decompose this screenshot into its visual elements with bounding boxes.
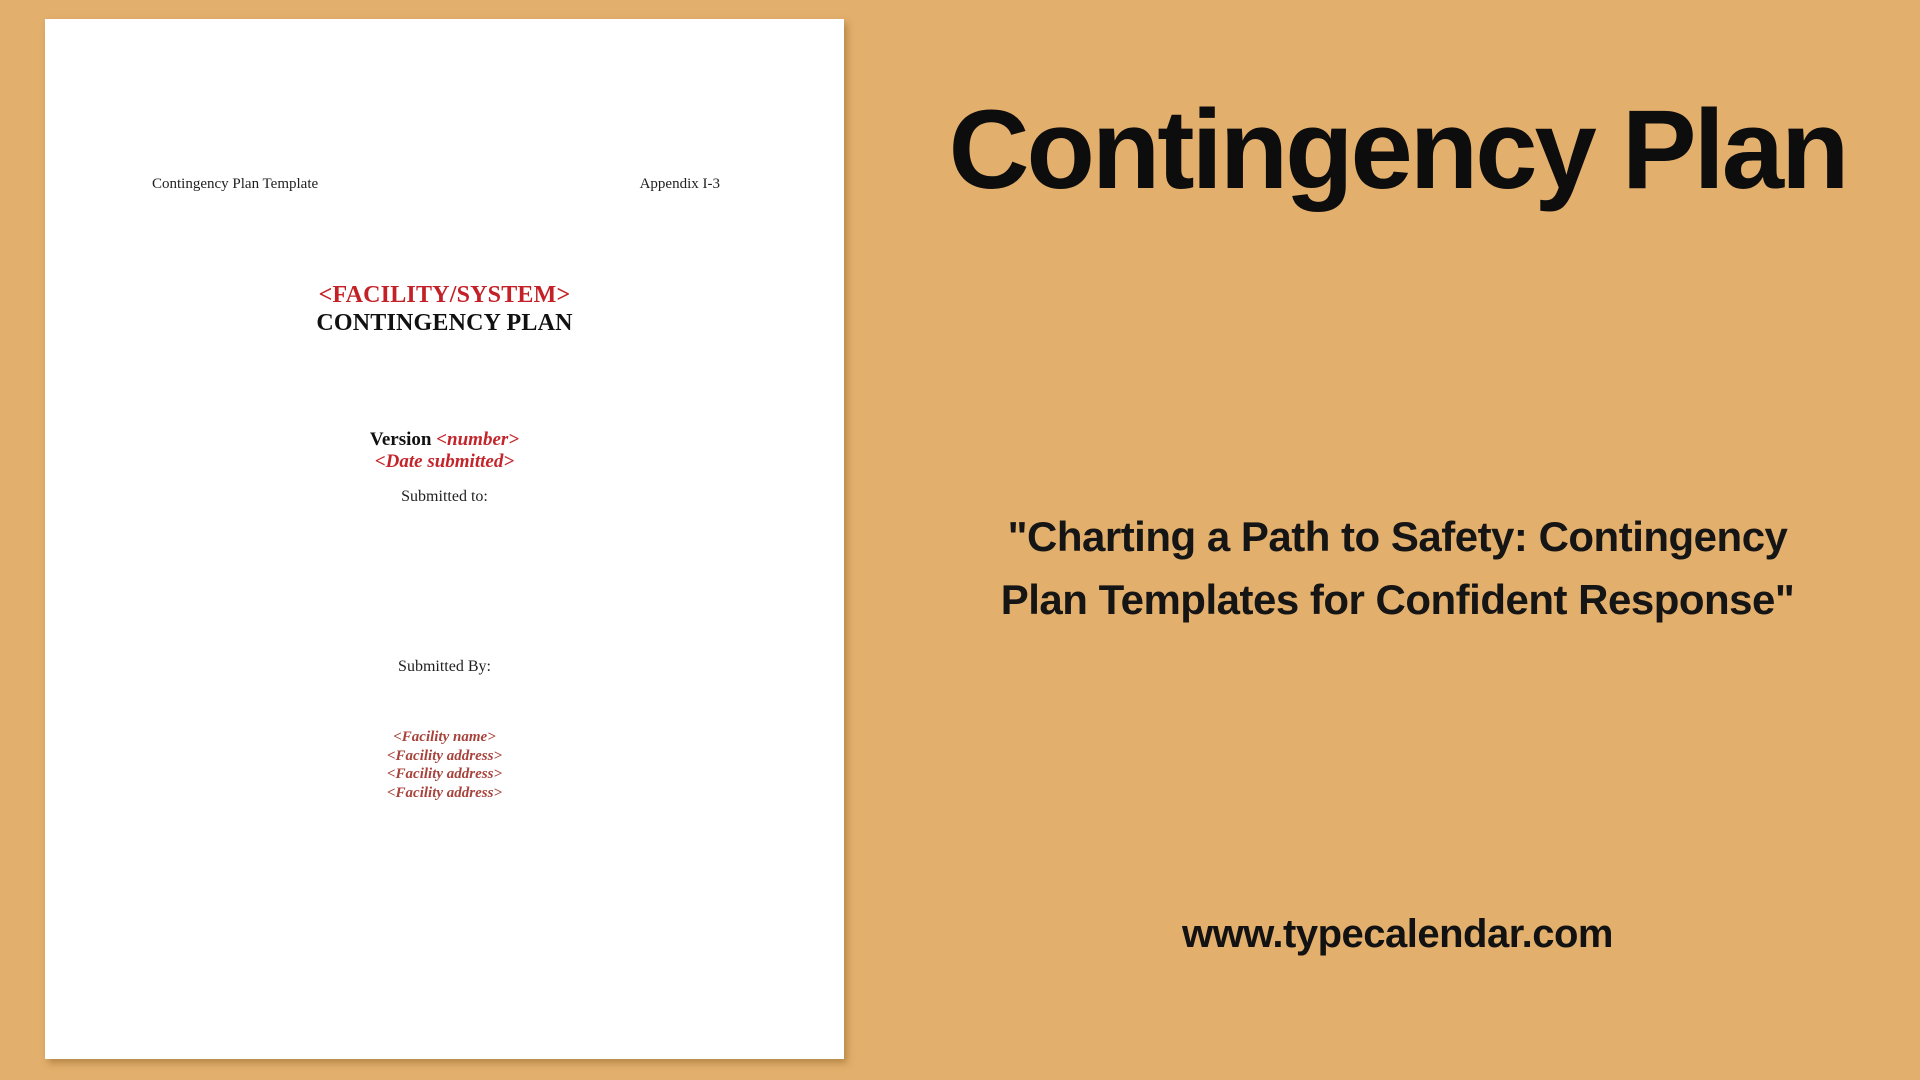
facility-address-placeholder: <Facility address> bbox=[386, 766, 502, 782]
document-title-block bbox=[45, 281, 844, 337]
version-label: Version bbox=[369, 429, 437, 450]
facility-address-placeholder: <Facility address> bbox=[386, 747, 502, 764]
document-header-right: Appendix I-3 bbox=[639, 176, 720, 192]
facility-system-placeholder: <FACILITY/SYSTEM> bbox=[318, 282, 571, 308]
submitted-by-label: Submitted By: bbox=[398, 658, 491, 675]
version-number-placeholder: <number> bbox=[436, 429, 520, 450]
document-cover-page bbox=[45, 19, 844, 1059]
facility-info-block bbox=[45, 728, 844, 802]
facility-name-placeholder: <Facility name> bbox=[393, 729, 496, 745]
submitted-to-label: Submitted to: bbox=[401, 488, 488, 505]
date-submitted-placeholder: <Date submitted> bbox=[374, 451, 515, 472]
contingency-plan-title: CONTINGENCY PLAN bbox=[316, 310, 573, 336]
document-header-left: Contingency Plan Template bbox=[152, 176, 319, 192]
promo-text-panel bbox=[860, 0, 1920, 1080]
tagline-quote bbox=[860, 505, 1920, 631]
version-line bbox=[45, 429, 844, 451]
headline-title: Contingency Plan bbox=[948, 87, 1847, 212]
facility-address-placeholder: <Facility address> bbox=[386, 784, 502, 801]
version-block bbox=[45, 429, 844, 473]
website-url: www.typecalendar.com bbox=[1182, 912, 1613, 956]
document-header-row bbox=[152, 176, 720, 193]
tagline-quote-line2: Plan Templates for Confident Response" bbox=[1000, 576, 1795, 623]
tagline-quote-line1: "Charting a Path to Safety: Contingency bbox=[1007, 513, 1788, 560]
